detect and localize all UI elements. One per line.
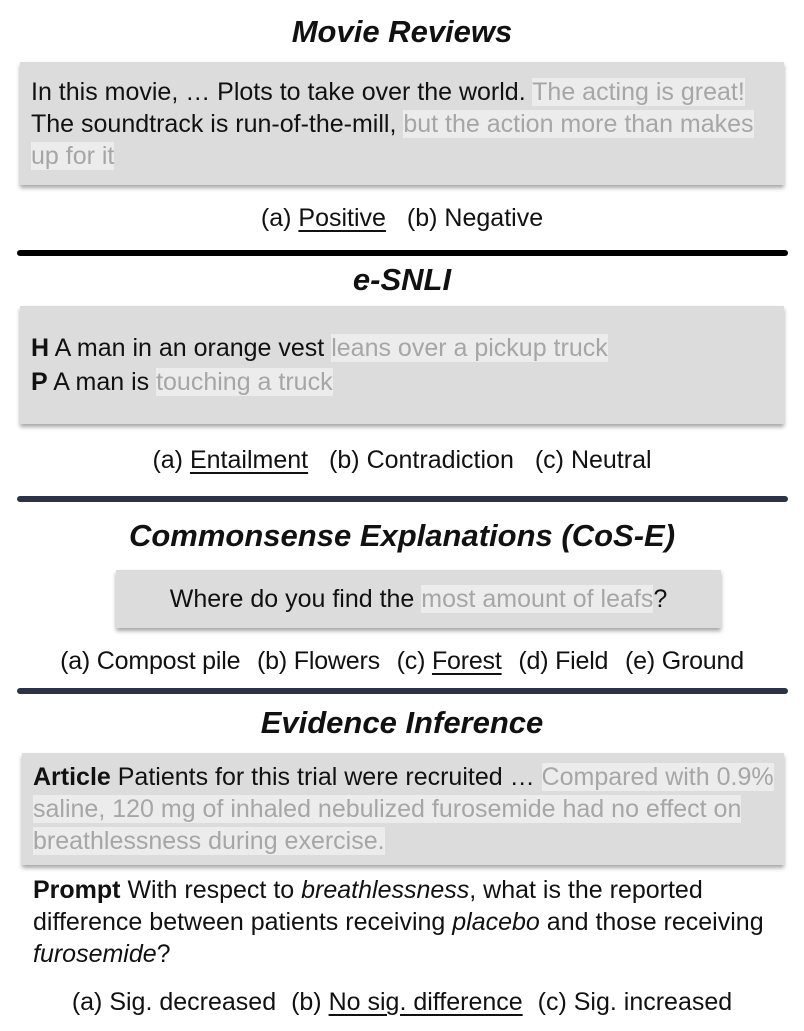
premise-highlight: touching a truck: [156, 368, 333, 396]
option-label: Flowers: [293, 647, 380, 675]
question-text: ?: [653, 585, 668, 613]
cose-title: Commonsense Explanations (CoS-E): [128, 518, 676, 553]
option-key: (d): [518, 647, 549, 675]
option-item: [261, 204, 386, 232]
option-label-correct: No sig. difference: [328, 988, 523, 1016]
option-key: (c): [534, 446, 564, 474]
article-label: Article: [33, 763, 111, 791]
option-label: Compost pile: [96, 647, 241, 675]
question-text: Where do you find the: [169, 585, 422, 613]
option-item: [329, 446, 514, 474]
prompt-segment: and those receiving: [539, 908, 764, 936]
option-key: (b): [329, 446, 360, 474]
prompt-emphasis: placebo: [452, 908, 540, 936]
option-label: Sig. decreased: [109, 988, 277, 1016]
option-item: [625, 647, 744, 675]
option-key: (c): [396, 647, 426, 675]
option-key: (a): [71, 988, 103, 1016]
option-label: Negative: [444, 204, 544, 232]
movie-review-options: [0, 202, 804, 234]
option-key: (b): [257, 647, 288, 675]
section-divider: [17, 250, 788, 256]
prompt-text: [33, 874, 783, 970]
option-item: [60, 647, 240, 675]
option-key: (e): [625, 647, 655, 675]
article-plain-text: Patients for this trial were recruited …: [110, 763, 542, 791]
cose-question-panel: [116, 570, 721, 628]
cose-options: [0, 645, 804, 677]
article-text: [33, 761, 778, 857]
hypothesis-label: H: [31, 334, 50, 362]
option-label-correct: Entailment: [189, 446, 309, 474]
esnli-panel: [20, 306, 784, 424]
option-key: (a): [152, 446, 184, 474]
option-item: [397, 647, 502, 675]
prompt-emphasis: breathlessness: [301, 876, 470, 904]
hypothesis-highlight: leans over a pickup truck: [331, 334, 608, 362]
review-text-segment: The soundtrack is run-of-the-mill,: [31, 110, 404, 138]
movie-reviews-title: Movie Reviews: [291, 14, 513, 49]
esnli-title: e-SNLI: [352, 262, 452, 297]
cose-question: [116, 583, 721, 615]
option-key: (c): [537, 988, 567, 1016]
option-key: (a): [60, 647, 91, 675]
review-rationale-highlight: The acting is great!: [532, 78, 745, 106]
section-divider: [17, 688, 788, 694]
option-label: Ground: [661, 647, 744, 675]
hypothesis-line: [31, 332, 776, 364]
option-label-correct: Forest: [431, 647, 502, 675]
option-item: [518, 647, 608, 675]
movie-review-panel: [20, 62, 784, 185]
evidence-inference-title: Evidence Inference: [260, 705, 544, 740]
movie-review-text: [31, 76, 776, 172]
hypothesis-text: A man in an orange vest: [49, 334, 332, 362]
premise-line: [31, 366, 776, 398]
review-text-segment: In this movie, … Plots to take over the world.: [31, 78, 533, 106]
option-label: Field: [555, 647, 609, 675]
prompt-segment: With respect to: [120, 876, 302, 904]
esnli-options: [0, 444, 804, 476]
option-item: [72, 988, 276, 1016]
option-item: [407, 204, 543, 232]
article-panel: [22, 753, 784, 865]
article-highlight: Compared with 0.9% saline, 120 mg of inhaled nebulized furosemide had no effect on breathlessness during exercise.: [33, 763, 774, 855]
premise-text: A man is: [47, 368, 157, 396]
option-item: [291, 988, 523, 1016]
option-item: [257, 647, 380, 675]
option-label-correct: Positive: [298, 204, 386, 232]
option-label: Neutral: [570, 446, 652, 474]
section-divider: [17, 496, 788, 502]
option-label: Sig. increased: [573, 988, 733, 1016]
option-item: [538, 988, 733, 1016]
review-rationale-highlight: but the action more than makes up for it: [31, 110, 754, 170]
question-highlight: most amount of leafs: [421, 585, 654, 613]
prompt-segment: , what is the reported difference between patients receiving: [33, 876, 703, 936]
premise-label: P: [31, 368, 48, 396]
option-item: [152, 446, 308, 474]
prompt-segment: ?: [156, 940, 171, 968]
option-key: (a): [260, 204, 292, 232]
prompt-label: Prompt: [33, 876, 121, 904]
evidence-inference-options: [0, 986, 804, 1018]
prompt-emphasis: furosemide: [33, 940, 157, 968]
option-key: (b): [406, 204, 438, 232]
option-label: Contradiction: [366, 446, 514, 474]
option-item: [535, 446, 652, 474]
option-key: (b): [291, 988, 322, 1016]
